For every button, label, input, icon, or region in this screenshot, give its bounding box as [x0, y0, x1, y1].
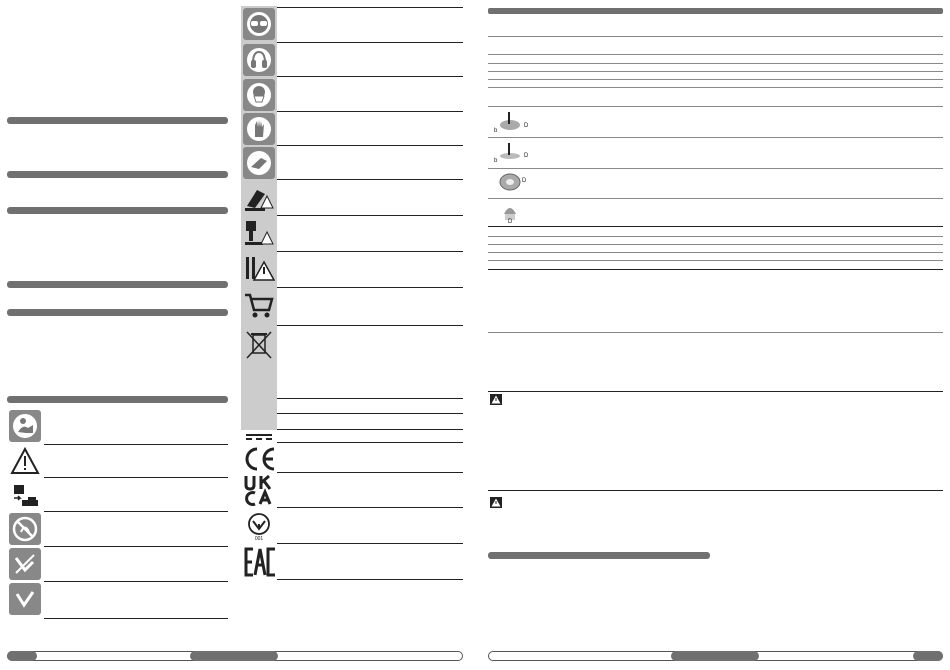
shopping-cart-icon	[243, 289, 275, 321]
table-rule	[488, 79, 943, 80]
svg-text:D: D	[524, 123, 529, 129]
table-header-bar	[488, 8, 943, 14]
divider	[44, 618, 228, 619]
divider	[277, 429, 463, 430]
flap-disc-thumb	[490, 170, 532, 194]
divider	[277, 111, 463, 112]
battery-warning-icon	[243, 217, 275, 249]
divider	[277, 507, 463, 508]
hand-grip-icon	[243, 147, 275, 179]
table-rule	[488, 54, 943, 55]
section-bar	[7, 309, 228, 316]
weee-crossed-bin-icon	[243, 328, 275, 362]
ladder-warning-icon	[243, 253, 275, 285]
table-rule	[488, 252, 943, 253]
table-rule	[488, 269, 943, 270]
footer-page-tab	[913, 651, 943, 661]
table-rule	[488, 36, 943, 37]
svg-text:D: D	[522, 178, 527, 184]
no-wet-use-icon	[9, 513, 41, 545]
divider	[44, 581, 228, 582]
section-bar	[7, 117, 228, 124]
section-bar	[7, 281, 228, 288]
table-rule	[488, 198, 943, 199]
table-rule	[488, 244, 943, 245]
table-rule	[488, 63, 943, 64]
section-bar	[7, 171, 228, 178]
divider	[277, 251, 463, 252]
divider	[277, 398, 463, 399]
footer-page-tab	[7, 651, 37, 661]
table-rule	[488, 137, 943, 138]
divider	[277, 7, 463, 8]
divider	[277, 579, 463, 580]
svg-text:D: D	[508, 219, 513, 224]
direct-current-icon	[243, 430, 275, 444]
table-rule	[488, 332, 943, 333]
warning-small-icon	[490, 497, 502, 508]
remove-battery-icon	[9, 480, 41, 512]
table-rule	[488, 106, 943, 107]
divider	[44, 477, 228, 478]
divider	[277, 413, 463, 414]
table-rule	[488, 490, 943, 491]
cup-brush-thumb	[490, 200, 532, 224]
table-rule	[488, 87, 943, 88]
section-bar	[488, 552, 710, 559]
table-rule	[488, 260, 943, 261]
divider	[44, 546, 228, 547]
eac-mark-icon	[243, 545, 277, 579]
table-rule	[488, 391, 943, 392]
ear-protection-icon	[243, 44, 275, 76]
footer-section-tab	[190, 651, 278, 661]
divider	[277, 325, 463, 326]
divider	[44, 511, 228, 512]
divider	[277, 179, 463, 180]
divider	[277, 42, 463, 43]
divider	[44, 444, 228, 445]
warning-triangle-icon	[9, 445, 41, 477]
dust-mask-icon	[243, 79, 275, 111]
section-bar	[7, 396, 228, 403]
divider	[277, 287, 463, 288]
svg-text:001: 001	[254, 536, 264, 541]
divider	[277, 543, 463, 544]
hand-warning-icon	[243, 181, 275, 213]
table-rule	[488, 236, 943, 237]
table-rule	[488, 71, 943, 72]
divider	[277, 442, 463, 443]
table-rule	[488, 168, 943, 169]
divider	[277, 145, 463, 146]
ukca-mark-icon	[243, 474, 277, 506]
table-rule	[488, 226, 943, 227]
grinding-disc-thumb	[490, 110, 532, 134]
read-instructions-icon	[9, 410, 41, 442]
ce-mark-icon	[243, 444, 277, 474]
no-push-wrist-icon	[9, 548, 41, 580]
ukrainian-mark-icon	[243, 510, 275, 542]
divider	[277, 76, 463, 77]
cutting-disc-thumb	[490, 140, 532, 164]
svg-text:b: b	[494, 158, 498, 164]
warning-small-icon	[490, 394, 502, 405]
footer-section-tab	[671, 651, 759, 661]
section-bar	[7, 207, 228, 214]
correct-wrist-icon	[9, 583, 41, 615]
svg-text:D: D	[524, 153, 529, 159]
eye-protection-icon	[243, 8, 275, 40]
svg-text:b: b	[494, 128, 498, 134]
gloves-icon	[243, 113, 275, 145]
divider	[277, 215, 463, 216]
divider	[277, 472, 463, 473]
